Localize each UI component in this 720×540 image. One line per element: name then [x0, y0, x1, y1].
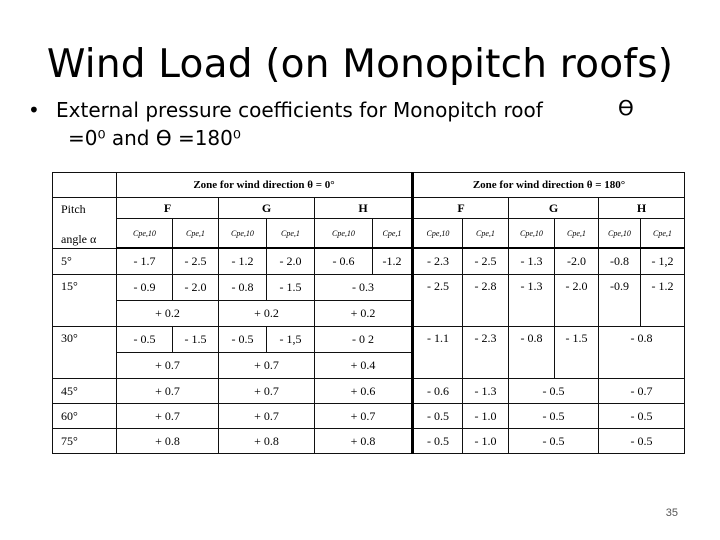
table-cell: - 0.6 [315, 248, 373, 275]
table-cell: - 2.3 [463, 327, 509, 379]
table-cell: - 0.5 [117, 327, 173, 353]
bullet-dot: • [28, 98, 40, 122]
angle-cell: 30° [53, 327, 117, 379]
table-cell: - 0 2 [315, 327, 413, 353]
table-cell: + 0.4 [315, 353, 413, 379]
table-cell: - 0.5 [509, 379, 599, 404]
bullet-line-1: External pressure coefficients for Monopitch roof [56, 98, 543, 122]
table-cell: -2.0 [555, 248, 599, 275]
table-cell: - 0.7 [599, 379, 685, 404]
table-cell: - 0.8 [219, 275, 267, 301]
table-cell: - 2.8 [463, 275, 509, 327]
zone-h-0: H [315, 198, 413, 219]
table-cell: - 2.5 [173, 248, 219, 275]
table-cell: - 0.3 [315, 275, 413, 301]
sub-header: Cpe,10 [315, 219, 373, 249]
table-cell: + 0.6 [315, 379, 413, 404]
table-cell: - 0.5 [509, 429, 599, 454]
sub-header: Cpe,1 [463, 219, 509, 249]
table-cell: - 0.5 [219, 327, 267, 353]
table-cell: + 0.2 [117, 301, 219, 327]
table-cell: - 0.5 [599, 429, 685, 454]
table-cell: - 1.2 [641, 275, 685, 327]
table-cell: - 0.6 [413, 379, 463, 404]
sub-header: Cpe,10 [413, 219, 463, 249]
table-cell: - 1.3 [509, 248, 555, 275]
table-cell: + 0.8 [219, 429, 315, 454]
pitch-header [53, 198, 117, 249]
table-cell: + 0.7 [117, 379, 219, 404]
table-cell: - 1.5 [173, 327, 219, 353]
zone-header-180: Zone for wind direction θ = 180° [413, 173, 685, 198]
table-cell: - 1,5 [267, 327, 315, 353]
table-cell: + 0.7 [117, 404, 219, 429]
sub-header: Cpe,10 [509, 219, 555, 249]
table-cell: + 0.8 [117, 429, 219, 454]
angle-label: angle α [61, 232, 97, 246]
sub-header: Cpe,10 [599, 219, 641, 249]
table-cell: - 2.0 [555, 275, 599, 327]
table-cell: - 0.5 [599, 404, 685, 429]
bullet-line-2: =0⁰ and ϴ =180⁰ [68, 126, 241, 150]
table-cell: - 0.5 [413, 429, 463, 454]
blank-corner [53, 173, 117, 198]
table-cell: - 1,2 [641, 248, 685, 275]
zone-f-0: F [117, 198, 219, 219]
sub-header: Cpe,1 [173, 219, 219, 249]
table-cell: - 0.8 [599, 327, 685, 379]
table-cell: - 1.0 [463, 404, 509, 429]
table-cell: - 1.5 [555, 327, 599, 379]
table-cell: - 1.5 [267, 275, 315, 301]
page-number: 35 [665, 507, 678, 519]
table-cell: - 0.5 [413, 404, 463, 429]
slide-title: Wind Load (on Monopitch roofs) [46, 42, 674, 87]
table-cell: -1.2 [373, 248, 413, 275]
table-cell: - 0.8 [509, 327, 555, 379]
table-cell: - 1.1 [413, 327, 463, 379]
table-cell: - 2.0 [173, 275, 219, 301]
table-cell: - 1.3 [463, 379, 509, 404]
table-cell: - 0.5 [509, 404, 599, 429]
table-cell: - 2.5 [463, 248, 509, 275]
table-cell: + 0.7 [219, 404, 315, 429]
sub-header: Cpe,1 [641, 219, 685, 249]
angle-cell: 75° [53, 429, 117, 454]
table-cell: - 1.7 [117, 248, 173, 275]
pressure-coefficient-table [52, 172, 685, 454]
table-cell: - 1.0 [463, 429, 509, 454]
sub-header: Cpe,10 [219, 219, 267, 249]
pitch-label: Pitch [61, 202, 86, 216]
sub-header: Cpe,1 [267, 219, 315, 249]
zone-f-180: F [413, 198, 509, 219]
zone-g-0: G [219, 198, 315, 219]
table-cell: + 0.7 [117, 353, 219, 379]
zone-g-180: G [509, 198, 599, 219]
table-cell: -0.8 [599, 248, 641, 275]
angle-cell: 15° [53, 275, 117, 327]
sub-header: Cpe,1 [373, 219, 413, 249]
theta-symbol: ϴ [618, 96, 634, 120]
table-cell: - 1.2 [219, 248, 267, 275]
table-cell: - 2.3 [413, 248, 463, 275]
table-cell: - 0.9 [117, 275, 173, 301]
zone-h-180: H [599, 198, 685, 219]
table-cell: - 1.3 [509, 275, 555, 327]
table-cell: + 0.7 [315, 404, 413, 429]
table-cell: + 0.2 [315, 301, 413, 327]
table-cell: + 0.7 [219, 379, 315, 404]
angle-cell: 45° [53, 379, 117, 404]
table-cell: -0.9 [599, 275, 641, 327]
table-cell: - 2.5 [413, 275, 463, 327]
angle-cell: 60° [53, 404, 117, 429]
table-cell: - 2.0 [267, 248, 315, 275]
angle-cell: 5° [53, 248, 117, 275]
table-cell: + 0.7 [219, 353, 315, 379]
table-cell: + 0.2 [219, 301, 315, 327]
sub-header: Cpe,1 [555, 219, 599, 249]
zone-header-0: Zone for wind direction θ = 0° [117, 173, 413, 198]
table-cell: + 0.8 [315, 429, 413, 454]
bullet-text [28, 96, 688, 152]
sub-header: Cpe,10 [117, 219, 173, 249]
